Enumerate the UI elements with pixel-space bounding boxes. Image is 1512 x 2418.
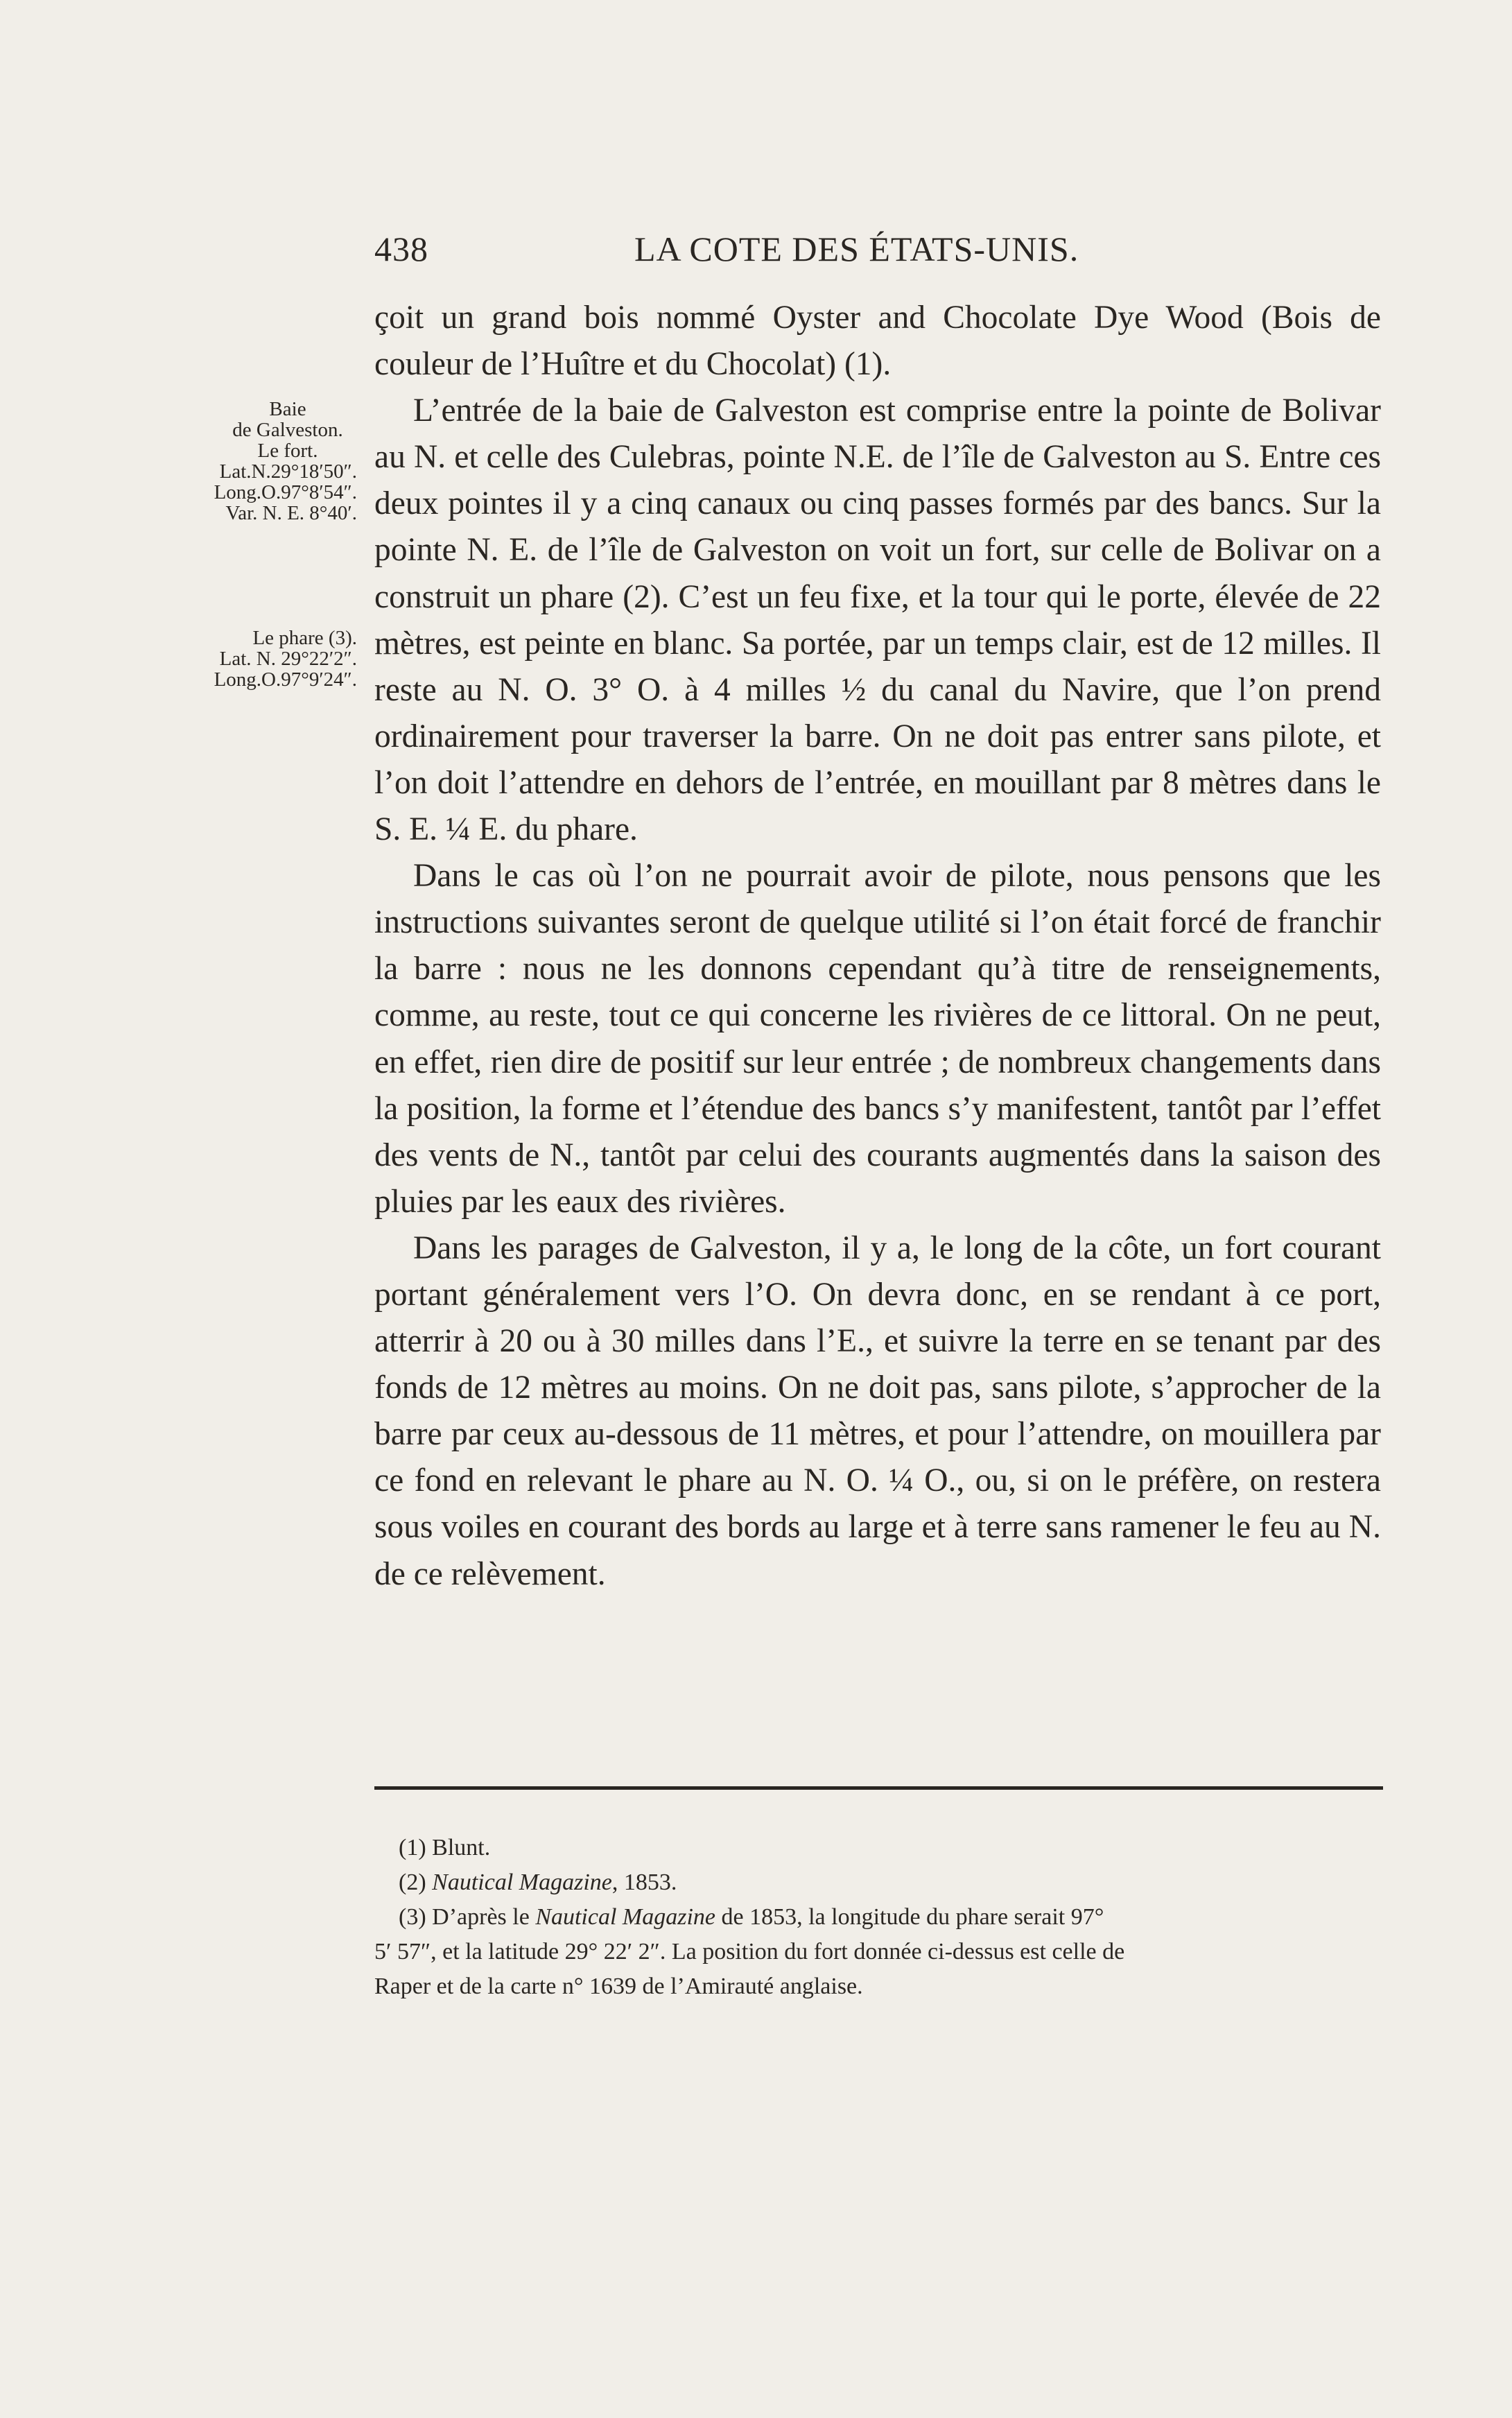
margin-line: Le phare (3). [252,627,357,649]
footnote-3-line-2: 5′ 57″, et la latitude 29° 22′ 2″. La position du fort donnée ci-dessus est celle de [374,1939,1125,1964]
footnote-1 [399,1831,1383,1865]
footnote-mark: (3) [399,1904,426,1930]
paragraph: çoit un grand bois nommé Oyster and Chocolate Dye Wood (Bois de couleur de l’Huître et du Chocolat) (1). [374,300,1381,383]
margin-note-bay [135,399,357,524]
footnotes [374,1831,1383,2004]
footnote-2 [399,1865,1383,1900]
margin-line: Var. N. E. 8°40′. [225,502,357,524]
margin-line: Lat. N. 29°22′2″. [219,648,357,670]
margin-line: Le fort. [257,440,318,462]
footnote-text: D’après le [432,1904,530,1930]
margin-line: de Galveston. [232,419,343,441]
margin-line: Baie [269,398,306,420]
margin-line: Long.O.97°9′24″. [214,668,357,691]
paragraph: Dans les parages de Galveston, il y a, le long de la côte, un fort courant portant généralement vers l’O. On devra donc, en se rendant à ce port, atterrir à 20 ou à 30 milles dans l’E., et suivre la terre en se tenant par des fonds de 12 mètres au moins. On ne doit pas, sans pilote, s’approcher de la barre par ceux au-dessous de 11 mètres, et pour l’attendre, on mouillera par ce fond en relevant le phare au N. O. ¼ O., ou, si on le préfère, on restera sous voiles en courant des bords au large et à terre sans ramener le feu au N. de ce relèvement. [374,1229,1381,1592]
page-header [374,229,1380,277]
footnote-divider [374,1786,1383,1790]
running-title: LA COTE DES ÉTATS-UNIS. [634,230,1079,268]
margin-line: Lat.N.29°18′50″. [219,460,357,483]
main-text [374,295,1381,1598]
margin-note-lighthouse [135,628,357,690]
footnote-text: Blunt. [432,1835,491,1860]
page-number: 438 [374,230,428,268]
footnote-mark: (2) [399,1869,426,1895]
footnote-mark: (1) [399,1835,426,1860]
paragraph: L’entrée de la baie de Galveston est comprise entre la pointe de Bolivar au N. et celle des Culebras, pointe N.E. de l’île de Galveston au S. Entre ces deux pointes il y a cinq canaux ou cinq passes formés par des bancs. Sur la pointe N. E. de l’île de Galveston on voit un fort, sur celle de Bolivar on a construit un phare (2). C’est un feu fixe, et la tour qui le porte, élevée de 22 mètres, est peinte en blanc. Sa portée, par un temps clair, est de 12 milles. Il reste au N. O. 3° O. à 4 milles ½ du canal du Navire, que l’on prend ordinairement pour traverser la barre. On ne doit pas entrer sans pilote, et l’on doit l’attendre en dehors de l’entrée, en mouillant par 8 mètres dans le S. E. ¼ E. du phare. [374,392,1381,848]
footnote-title: Nautical Magazine [535,1904,716,1930]
paragraph: Dans le cas où l’on ne pourrait avoir de pilote, nous pensons que les instructions suivantes seront de quelque utilité si l’on était forcé de franchir la barre : nous ne les donnons cependant qu’à titre de renseignements, comme, au reste, tout ce qui concerne les rivières de ce littoral. On ne peut, en effet, rien dire de positif sur leur entrée ; de nombreux changements dans la position, la forme et l’étendue des bancs s’y manifestent, tantôt par l’effet des vents de N., tantôt par celui des courants augmentés dans la saison des pluies par les eaux des rivières. [374,858,1381,1220]
footnote-3 [399,1900,1383,1935]
footnote-title: Nautical Magazine [432,1869,612,1895]
footnote-3-line-3: Raper et de la carte n° 1639 de l’Amirauté anglaise. [374,1974,863,1999]
margin-line: Long.O.97°8′54″. [214,481,357,503]
footnote-text: , 1853. [611,1869,677,1895]
footnote-text: de 1853, la longitude du phare serait 97° [721,1904,1104,1930]
